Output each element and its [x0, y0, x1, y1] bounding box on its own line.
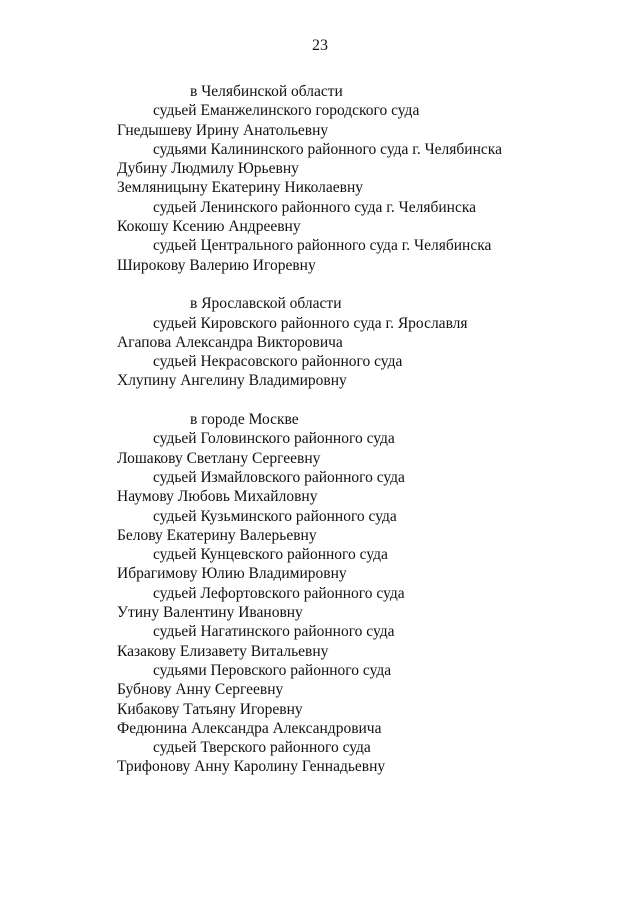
judge-name-line: Широкову Валерию Игоревну [117, 256, 316, 274]
region-heading: в Ярославской области [190, 295, 342, 313]
court-appointment-line: судьей Нагатинского районного суда [153, 623, 395, 641]
court-appointment-line: судьей Кировского районного суда г. Ярославля [153, 314, 468, 332]
judge-name-line: Лошакову Светлану Сергеевну [117, 449, 321, 467]
region-heading: в городе Москве [190, 411, 299, 429]
court-appointment-line: судьей Еманжелинского городского суда [153, 102, 420, 120]
region-section [0, 82, 640, 275]
court-appointment-line: судьей Головинского районного суда [153, 430, 395, 448]
region-heading: в Челябинской области [190, 83, 343, 100]
judge-name-line: Федюнина Александра Александровича [117, 719, 382, 737]
judge-name-line: Казакову Елизавету Витальевну [117, 642, 329, 660]
document-body [0, 82, 640, 777]
court-appointment-line: судьей Измайловского районного суда [153, 468, 405, 486]
court-appointment-line: судьями Калининского районного суда г. Челябинска [153, 140, 502, 158]
section-spacer [0, 275, 640, 294]
judge-name-line: Трифонову Анну Каролину Геннадьевну [117, 758, 386, 776]
judge-name-line: Агапова Александра Викторовича [117, 333, 343, 351]
judge-name-line: Ибрагимову Юлию Владимировну [117, 565, 347, 583]
judge-name-line: Бубнову Анну Сергеевну [117, 681, 284, 699]
court-appointment-line: судьей Лефортовского районного суда [153, 584, 405, 602]
court-appointment-line: судьей Кунцевского районного суда [153, 546, 388, 564]
region-section [0, 294, 640, 390]
judge-name-line: Хлупину Ангелину Владимировну [117, 372, 347, 390]
court-appointment-line: судьей Центрального районного суда г. Челябинска [153, 237, 492, 255]
court-appointment-line: судьей Кузьминского районного суда [153, 507, 397, 525]
judge-name-line: Гнедышеву Ирину Анатольевну [117, 121, 329, 139]
court-appointment-line: судьей Ленинского районного суда г. Челябинска [153, 198, 477, 216]
judge-name-line: Земляницыну Екатерину Николаевну [117, 179, 364, 197]
judge-name-line: Кибакову Татьяну Игоревну [117, 700, 303, 718]
judge-name-line: Белову Екатерину Валерьевну [117, 526, 317, 544]
judge-name-line: Дубину Людмилу Юрьевну [117, 160, 299, 178]
judge-name-line: Утину Валентину Ивановну [117, 604, 303, 622]
judge-name-line: Наумову Любовь Михайловну [117, 488, 318, 506]
court-appointment-line: судьями Перовского районного суда [153, 661, 392, 679]
court-appointment-line: судьей Тверского районного суда [153, 739, 371, 757]
section-spacer [0, 391, 640, 410]
judge-name-line: Кокошу Ксению Андреевну [117, 218, 301, 236]
court-appointment-line: судьей Некрасовского районного суда [153, 353, 403, 371]
region-section [0, 410, 640, 777]
page-number: 23 [312, 37, 328, 54]
